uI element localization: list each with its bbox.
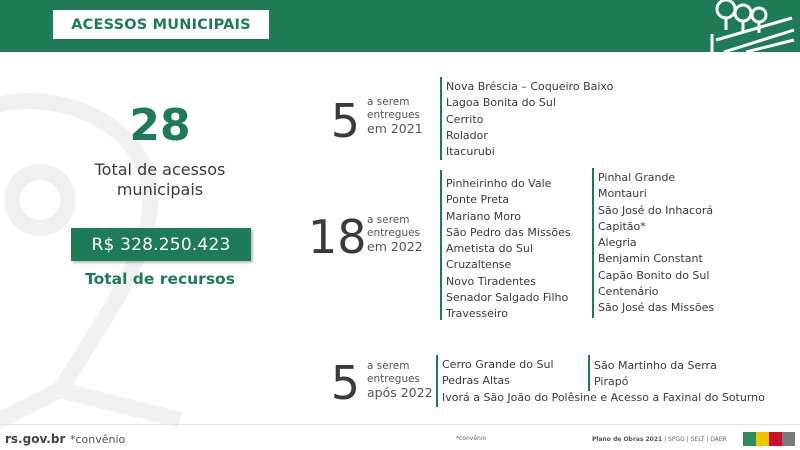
- resources-value: R$ 328.250.423: [91, 234, 231, 255]
- list-item: Ametista do Sul: [446, 242, 533, 256]
- list-item: São José do Inhacorá: [598, 203, 714, 217]
- site-label: rs.gov.br: [5, 432, 66, 446]
- list-item: Centenário: [598, 285, 659, 299]
- swatch-yellow: [756, 432, 769, 446]
- list-item: Capão Bonito do Sul: [598, 268, 710, 282]
- swatch-red: [769, 432, 782, 446]
- group-2021-city-list: [446, 79, 613, 160]
- group-2022-subtitle-top: a serem entregues: [367, 214, 421, 239]
- list-item: Montauri: [598, 187, 647, 201]
- resources-value-box: [71, 228, 251, 261]
- flag-color-swatches: [743, 432, 795, 446]
- group-after-2022-subtitle: [367, 360, 437, 399]
- list-item: Pinheirinho do Vale: [446, 177, 552, 190]
- list-item: Capitão*: [598, 219, 646, 233]
- group-after-2022-divider: [436, 355, 438, 407]
- group-2021-subtitle-year: em 2021: [367, 121, 423, 136]
- convenio-note-small: *convênio: [456, 435, 487, 442]
- convenio-note: *convênio: [70, 433, 126, 446]
- list-item: Rolador: [446, 128, 488, 142]
- list-item: Pirapó: [594, 375, 629, 389]
- list-item: Itacurubi: [446, 145, 495, 159]
- group-after-2022-count: 5: [330, 356, 360, 410]
- list-item: Ivorá a São João do Polêsine e Acesso a Faxinal do Soturno: [442, 390, 765, 404]
- list-item: Nova Bréscia – Coqueiro Baixo: [446, 80, 614, 93]
- plan-label: Plano de Obras 2021: [592, 436, 663, 443]
- footer-credits: [592, 436, 727, 443]
- resources-label: Total de recursos: [85, 270, 235, 288]
- group-2022-subtitle: [367, 214, 437, 253]
- list-item: Pedras Altas: [442, 374, 510, 388]
- total-accesses-label: Total de acessos municipais: [94, 160, 226, 199]
- group-after-2022-divider-2: [588, 355, 590, 391]
- list-item: Ponte Preta: [446, 193, 510, 207]
- list-item: São Martinho da Serra: [594, 359, 717, 372]
- orgs-label: | SPGG | SELT | DAER: [664, 436, 727, 443]
- group-2022-subtitle-year: em 2022: [367, 239, 423, 254]
- list-item: Senador Salgado Filho: [446, 291, 569, 305]
- group-after-2022-subtitle-year: após 2022: [367, 385, 433, 400]
- page-title: ACESSOS MUNICIPAIS: [71, 16, 251, 33]
- group-2022-divider: [440, 170, 442, 320]
- list-item: Travesseiro: [446, 307, 508, 321]
- list-item: Pinhal Grande: [598, 171, 676, 184]
- list-item: Mariano Moro: [446, 209, 521, 223]
- group-2022-city-list: [446, 176, 571, 323]
- group-2021-count: 5: [330, 94, 360, 148]
- list-item: Cerrito: [446, 112, 484, 126]
- total-accesses-number: 28: [129, 100, 191, 151]
- group-2022-divider-2: [592, 168, 594, 318]
- list-item: Novo Tiradentes: [446, 274, 536, 288]
- group-2022-count: 18: [308, 210, 367, 264]
- trees-logo-icon: [706, 0, 796, 52]
- list-item: Lagoa Bonita do Sul: [446, 96, 556, 110]
- list-item: Cerro Grande do Sul: [442, 358, 554, 371]
- list-item: São Pedro das Missões: [446, 225, 571, 239]
- swatch-green: [743, 432, 756, 446]
- swatch-gray: [782, 432, 795, 446]
- group-2021-subtitle: [367, 96, 437, 135]
- group-2021-divider: [440, 77, 442, 160]
- group-after-2022-city-list-2: [594, 358, 717, 391]
- group-2022-city-list-2: [598, 170, 714, 317]
- group-after-2022-subtitle-top: a serem entregues: [367, 360, 421, 385]
- title-box: [53, 10, 269, 39]
- list-item: São José das Missões: [598, 301, 715, 315]
- group-2021-subtitle-top: a serem entregues: [367, 96, 421, 121]
- list-item: Benjamin Constant: [598, 252, 703, 266]
- list-item: Cruzaltense: [446, 258, 512, 272]
- footer-divider: [0, 424, 800, 425]
- list-item: Alegria: [598, 236, 637, 250]
